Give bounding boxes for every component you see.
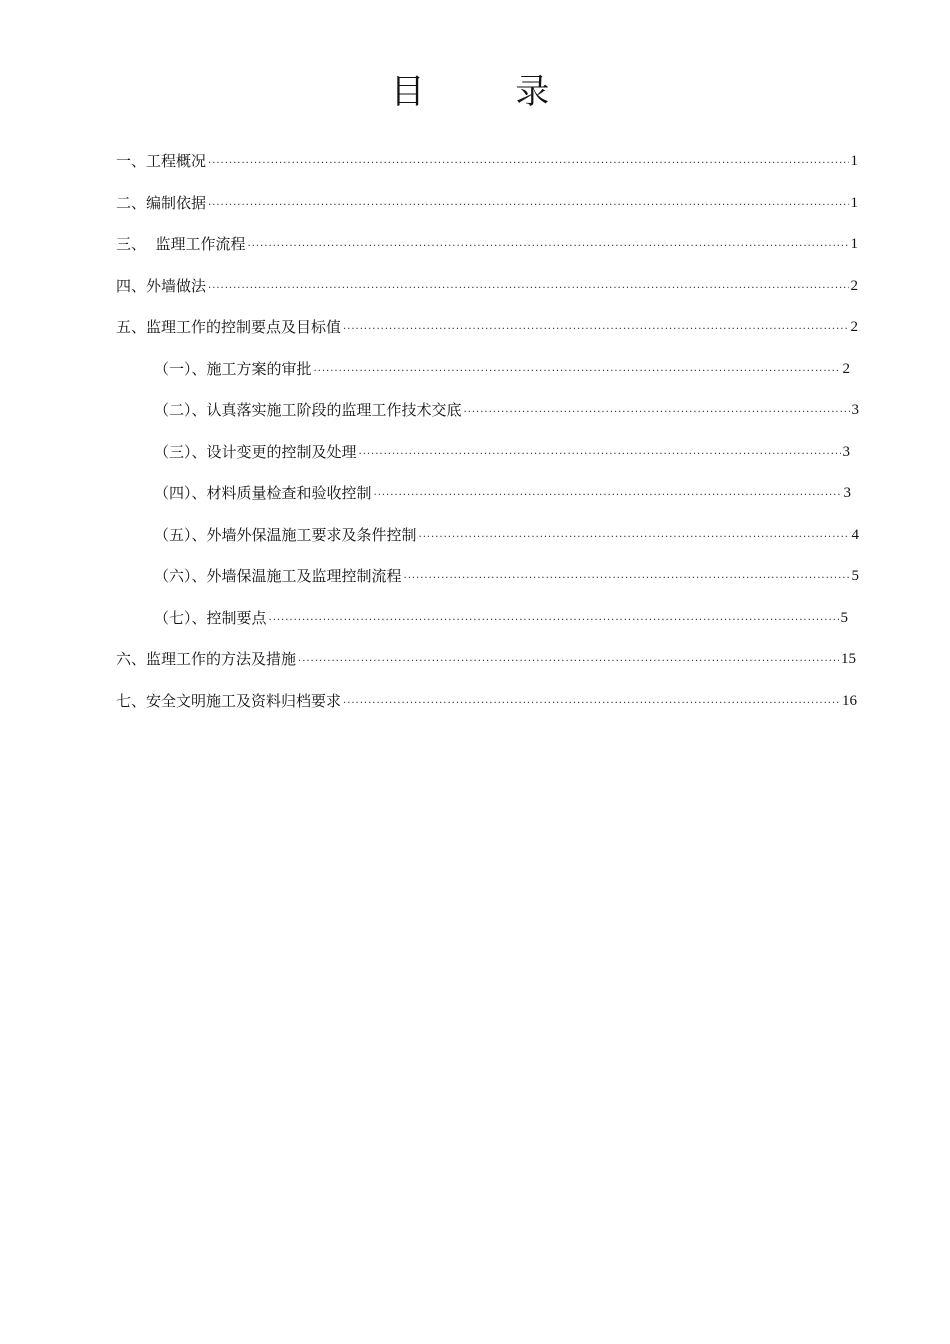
toc-leader-dots <box>343 695 840 707</box>
toc-leader-dots <box>374 487 842 499</box>
toc-leader-dots <box>208 197 848 209</box>
toc-entry-label: 七、安全文明施工及资料归档要求 <box>116 692 342 710</box>
toc-entry[interactable] <box>154 393 859 419</box>
toc-leader-dots <box>298 653 839 665</box>
toc-entry-label: （六）、外墙保温施工及监理控制流程 <box>154 567 402 585</box>
toc-entry[interactable] <box>154 352 850 378</box>
toc-entry-label: 五、监理工作的控制要点及目标值 <box>116 318 342 336</box>
toc-entry-page: 3 <box>843 485 851 501</box>
toc-entry[interactable] <box>116 186 858 212</box>
toc-leader-dots <box>208 280 848 292</box>
toc-title: 目 录 <box>390 72 590 112</box>
toc-entry-page: 5 <box>840 610 848 626</box>
toc-leader-dots <box>419 529 850 541</box>
toc-entry-label: （三）、设计变更的控制及处理 <box>154 443 357 461</box>
toc-entry-page: 4 <box>851 527 859 543</box>
toc-entry[interactable] <box>154 435 850 461</box>
toc-entry[interactable] <box>116 269 858 295</box>
toc-entry-page: 2 <box>850 278 858 294</box>
toc-leader-dots <box>359 446 841 458</box>
toc-leader-dots <box>314 363 841 375</box>
toc-entry-page: 3 <box>842 444 850 460</box>
toc-leader-dots <box>404 570 850 582</box>
toc-entry[interactable] <box>154 476 851 502</box>
toc-entry[interactable] <box>154 601 848 627</box>
toc-entry-label: （四）、材料质量检查和验收控制 <box>154 484 372 502</box>
toc-leader-dots <box>269 612 839 624</box>
toc-entry-page: 5 <box>851 568 859 584</box>
toc-entry-page: 16 <box>842 693 857 709</box>
toc-entry[interactable] <box>116 684 857 710</box>
toc-leader-dots <box>464 404 850 416</box>
toc-entry-label: （一）、施工方案的审批 <box>154 360 312 378</box>
toc-entry-page: 15 <box>841 651 856 667</box>
toc-entry[interactable] <box>154 559 859 585</box>
toc-entry-label: （五）、外墙外保温施工要求及条件控制 <box>154 526 417 544</box>
toc-leader-dots <box>343 321 848 333</box>
toc-entry-label: 一、工程概况 <box>116 152 207 170</box>
toc-entry[interactable] <box>116 310 858 336</box>
toc-entry-page: 3 <box>851 402 859 418</box>
toc-entry-page: 1 <box>850 236 858 252</box>
toc-entry-page: 1 <box>850 153 858 169</box>
toc-entry-label: 六、监理工作的方法及措施 <box>116 650 297 668</box>
toc-entry[interactable] <box>116 642 856 668</box>
toc-leader-dots <box>208 155 848 167</box>
toc-entry-page: 2 <box>842 361 850 377</box>
toc-leader-dots <box>248 238 849 250</box>
toc-entry-label: 二、编制依据 <box>116 194 207 212</box>
toc-entry[interactable] <box>116 144 858 170</box>
toc-entry-label: 四、外墙做法 <box>116 277 207 295</box>
toc-entry-label: 三、 监理工作流程 <box>116 235 246 253</box>
toc-entry-label: （七）、控制要点 <box>154 609 267 627</box>
toc-entry[interactable] <box>116 227 858 253</box>
toc-entry-page: 1 <box>850 195 858 211</box>
toc-entry[interactable] <box>154 518 859 544</box>
toc-entry-label: （二）、认真落实施工阶段的监理工作技术交底 <box>154 401 462 419</box>
toc-entry-page: 2 <box>850 319 858 335</box>
